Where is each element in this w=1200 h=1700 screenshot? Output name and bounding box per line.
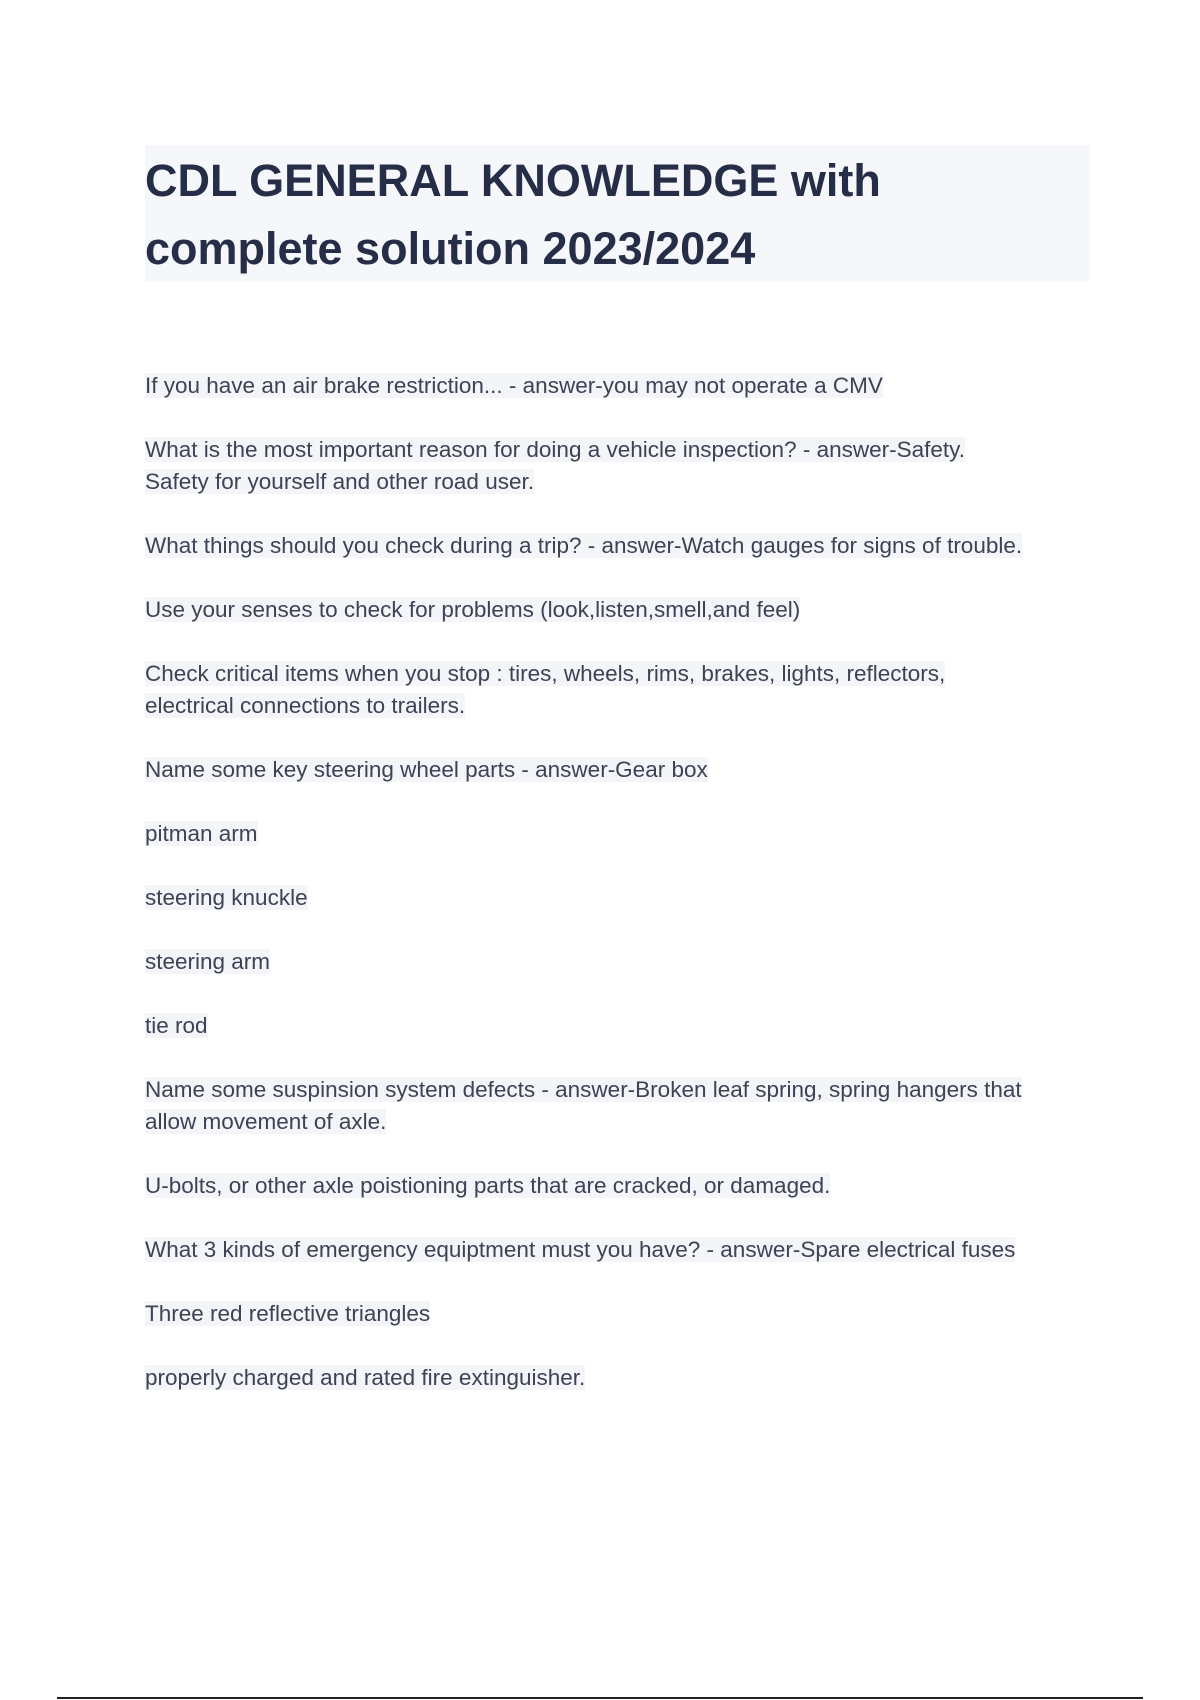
qa-paragraph (145, 1362, 1095, 1394)
paragraph-line: If you have an air brake restriction... - answer-you may not operate a CMV (145, 373, 883, 398)
paragraph-line: U-bolts, or other axle poistioning parts that are cracked, or damaged. (145, 1173, 831, 1198)
paragraph-line: pitman arm (145, 821, 258, 846)
title-line-1: CDL GENERAL KNOWLEDGE with (145, 155, 881, 206)
qa-paragraph (145, 946, 1095, 978)
document-title (145, 145, 1090, 281)
paragraph-line: electrical connections to trailers. (145, 693, 466, 718)
paragraph-line: Name some key steering wheel parts - answer-Gear box (145, 757, 708, 782)
page-bottom-rule (57, 1697, 1143, 1699)
qa-paragraph (145, 1298, 1095, 1330)
qa-paragraph (145, 658, 1095, 722)
qa-paragraph (145, 434, 1095, 498)
qa-paragraph (145, 1010, 1095, 1042)
title-line-2: complete solution 2023/2024 (145, 223, 756, 274)
qa-paragraph (145, 370, 1095, 402)
qa-paragraph (145, 818, 1095, 850)
paragraph-line: steering arm (145, 949, 271, 974)
qa-paragraph (145, 882, 1095, 914)
qa-paragraph (145, 530, 1095, 562)
paragraph-line: What 3 kinds of emergency equiptment must you have? - answer-Spare electrical fuses (145, 1237, 1016, 1262)
qa-paragraph (145, 1234, 1095, 1266)
paragraph-line: Three red reflective triangles (145, 1301, 431, 1326)
paragraph-line: Check critical items when you stop : tires, wheels, rims, brakes, lights, reflectors, (145, 661, 946, 686)
paragraph-line: tie rod (145, 1013, 208, 1038)
paragraph-line: properly charged and rated fire extinguisher. (145, 1365, 586, 1390)
document-body (145, 370, 1095, 1426)
paragraph-line: allow movement of axle. (145, 1109, 387, 1134)
qa-paragraph (145, 1074, 1095, 1138)
paragraph-line: steering knuckle (145, 885, 308, 910)
paragraph-line: Name some suspinsion system defects - answer-Broken leaf spring, spring hangers that (145, 1077, 1022, 1102)
qa-paragraph (145, 1170, 1095, 1202)
qa-paragraph (145, 594, 1095, 626)
paragraph-line: Safety for yourself and other road user. (145, 469, 534, 494)
paragraph-line: Use your senses to check for problems (look,listen,smell,and feel) (145, 597, 801, 622)
paragraph-line: What is the most important reason for doing a vehicle inspection? - answer-Safety. (145, 437, 965, 462)
paragraph-line: What things should you check during a trip? - answer-Watch gauges for signs of trouble. (145, 533, 1023, 558)
qa-paragraph (145, 754, 1095, 786)
